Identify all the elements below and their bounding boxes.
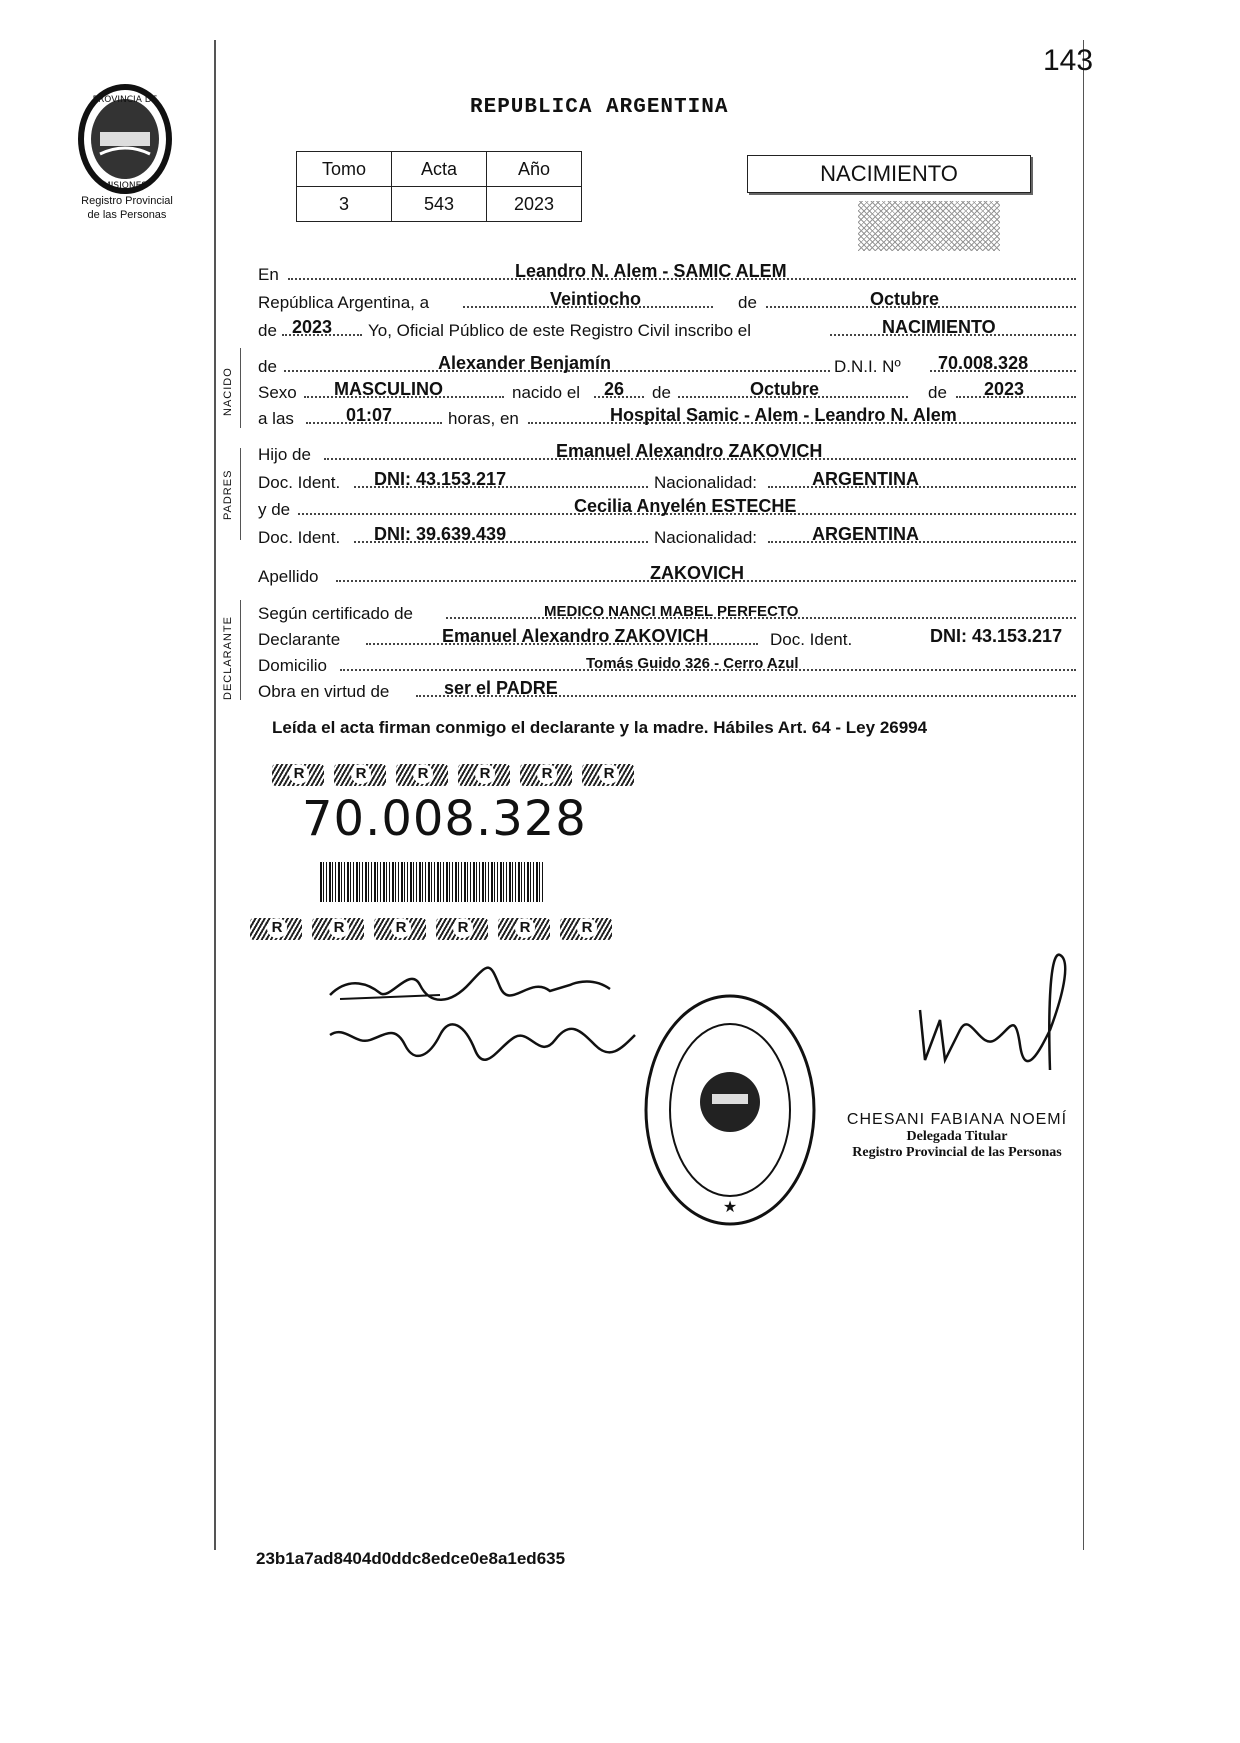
side-label-padres: PADRES	[222, 469, 234, 520]
madre-label: y de	[258, 500, 291, 519]
signature-official	[900, 950, 1080, 1105]
en-value: Leandro N. Alem - SAMIC ALEM	[515, 261, 787, 281]
row-certificado	[258, 597, 1076, 623]
security-strip-top	[272, 764, 644, 792]
tomo-value: 3	[297, 187, 392, 222]
r-badge: R	[520, 764, 572, 786]
side-label-nacido: NACIDO	[222, 367, 234, 416]
domicilio-label: Domicilio	[258, 656, 327, 675]
ano-header: Año	[487, 152, 582, 187]
signer-name: CHESANI FABIANA NOEMÍ	[846, 1111, 1068, 1128]
padre-nac-value: ARGENTINA	[812, 469, 919, 489]
r-badge: R	[312, 918, 364, 940]
row-padre-doc	[258, 466, 1076, 492]
r-badge: R	[560, 918, 612, 940]
record-type-box: NACIMIENTO	[747, 155, 1031, 193]
r-badge: R	[374, 918, 426, 940]
padre-value: Emanuel Alexandro ZAKOVICH	[556, 441, 823, 461]
side-bracket-padres	[240, 448, 241, 540]
nacido-day: 26	[604, 379, 625, 399]
domicilio-value: Tomás Guido 326 - Cerro Azul	[586, 655, 799, 672]
hora-place: Hospital Samic - Alem - Leandro N. Alem	[610, 405, 957, 425]
madre-nac-value: ARGENTINA	[812, 524, 919, 544]
fecha-month: Octubre	[870, 289, 940, 309]
provincial-seal-logo	[70, 84, 180, 194]
certificado-label: Según certificado de	[258, 604, 413, 623]
row-apellido	[258, 560, 1076, 586]
padre-label: Hijo de	[258, 445, 311, 464]
r-badge: R	[272, 764, 324, 786]
official-round-stamp	[640, 990, 820, 1235]
svg-text:★: ★	[722, 1197, 738, 1216]
inscribe-year: 2023	[292, 317, 333, 337]
acta-value: 543	[392, 187, 487, 222]
left-margin-line	[214, 40, 216, 1550]
side-label-declarante: DECLARANTE	[222, 616, 234, 700]
signature-madre	[325, 1015, 645, 1075]
seal-caption-line-1: Registro Provincial	[81, 195, 173, 207]
svg-text:PROVINCIA DE: PROVINCIA DE	[92, 95, 158, 105]
row-hora	[258, 402, 1076, 428]
signer-org: Registro Provincial de las Personas	[852, 1145, 1062, 1160]
security-strip-bottom	[250, 918, 622, 946]
horas-label: horas, en	[448, 409, 519, 428]
side-bracket-nacido	[240, 348, 241, 428]
declarante-value: Emanuel Alexandro ZAKOVICH	[442, 626, 709, 646]
fecha-de-label: de	[738, 293, 757, 312]
acta-header: Acta	[392, 152, 487, 187]
svg-text:MISIONES: MISIONES	[102, 181, 148, 191]
sexo-label: Sexo	[258, 383, 297, 402]
madre-doc-label: Doc. Ident.	[258, 528, 341, 547]
inscribe-text: Yo, Oficial Público de este Registro Civil inscribo el	[368, 321, 751, 340]
apellido-label: Apellido	[258, 567, 319, 586]
signer-block	[832, 1111, 1082, 1161]
r-badge: R	[458, 764, 510, 786]
declarante-doc-label: Doc. Ident.	[770, 630, 853, 649]
sexo-value: MASCULINO	[334, 379, 443, 399]
en-label: En	[258, 265, 279, 284]
row-domicilio	[258, 649, 1076, 675]
r-badge: R	[436, 918, 488, 940]
r-badge: R	[498, 918, 550, 940]
fecha-label: República Argentina, a	[258, 293, 430, 312]
seal-caption	[52, 194, 202, 222]
stamped-dni-number: 70.008.328	[302, 791, 587, 847]
nacido-label: nacido el	[512, 383, 581, 402]
padre-nac-label: Nacionalidad:	[654, 473, 758, 492]
madre-nac-label: Nacionalidad:	[654, 528, 758, 547]
signature-declarante	[320, 955, 640, 1020]
madre-value: Cecilia Anyelén ESTECHE	[574, 496, 797, 516]
row-obra	[258, 675, 1076, 701]
r-badge: R	[582, 764, 634, 786]
r-badge: R	[334, 764, 386, 786]
row-padre	[258, 438, 1076, 464]
right-margin-line	[1083, 40, 1084, 1550]
r-badge: R	[250, 918, 302, 940]
nacido-month: Octubre	[750, 379, 820, 399]
row-sexo	[258, 376, 1076, 402]
document-hash: 23b1a7ad8404d0ddc8edce0e8a1ed635	[256, 1549, 566, 1568]
row-declarante	[258, 623, 1076, 649]
obra-value: ser el PADRE	[444, 678, 558, 698]
signer-role: Delegada Titular	[906, 1129, 1008, 1144]
row-fecha	[258, 286, 1076, 312]
barcode	[320, 862, 545, 902]
fecha-day: Veintiocho	[550, 289, 642, 309]
hora-label: a las	[258, 409, 294, 428]
padre-doc-label: Doc. Ident.	[258, 473, 341, 492]
inscribe-value: NACIMIENTO	[882, 317, 996, 337]
row-inscribe	[258, 314, 1076, 340]
declarante-doc-value: DNI: 43.153.217	[930, 626, 1063, 646]
record-table	[296, 151, 582, 222]
row-madre	[258, 493, 1076, 519]
row-nombre	[258, 350, 1076, 376]
inscribe-de-label: de	[258, 321, 277, 340]
nacido-year: 2023	[984, 379, 1025, 399]
dni-value: 70.008.328	[938, 353, 1029, 373]
declarante-label: Declarante	[258, 630, 341, 649]
padre-doc-value: DNI: 43.153.217	[374, 469, 507, 489]
security-hatch-pattern	[858, 201, 1000, 251]
certificado-value: MEDICO NANCI MABEL PERFECTO	[544, 603, 799, 620]
closing-text: Leída el acta firman conmigo el declarante y la madre. Hábiles Art. 64 - Ley 26994	[272, 718, 928, 737]
dni-label: D.N.I. Nº	[834, 357, 901, 376]
nacido-de1: de	[652, 383, 671, 402]
side-bracket-declarante	[240, 600, 241, 700]
nombre-value: Alexander Benjamín	[438, 353, 612, 373]
seal-caption-line-2: de las Personas	[87, 209, 167, 221]
document-title: REPUBLICA ARGENTINA	[470, 96, 729, 119]
nombre-label: de	[258, 357, 277, 376]
madre-doc-value: DNI: 39.639.439	[374, 524, 507, 544]
apellido-value: ZAKOVICH	[650, 563, 744, 583]
page-number: 143	[1043, 44, 1094, 77]
hora-time: 01:07	[346, 405, 393, 425]
row-en	[258, 258, 1076, 284]
r-badge: R	[396, 764, 448, 786]
row-madre-doc	[258, 521, 1076, 547]
ano-value: 2023	[487, 187, 582, 222]
tomo-header: Tomo	[297, 152, 392, 187]
nacido-de2: de	[928, 383, 947, 402]
obra-label: Obra en virtud de	[258, 682, 390, 701]
